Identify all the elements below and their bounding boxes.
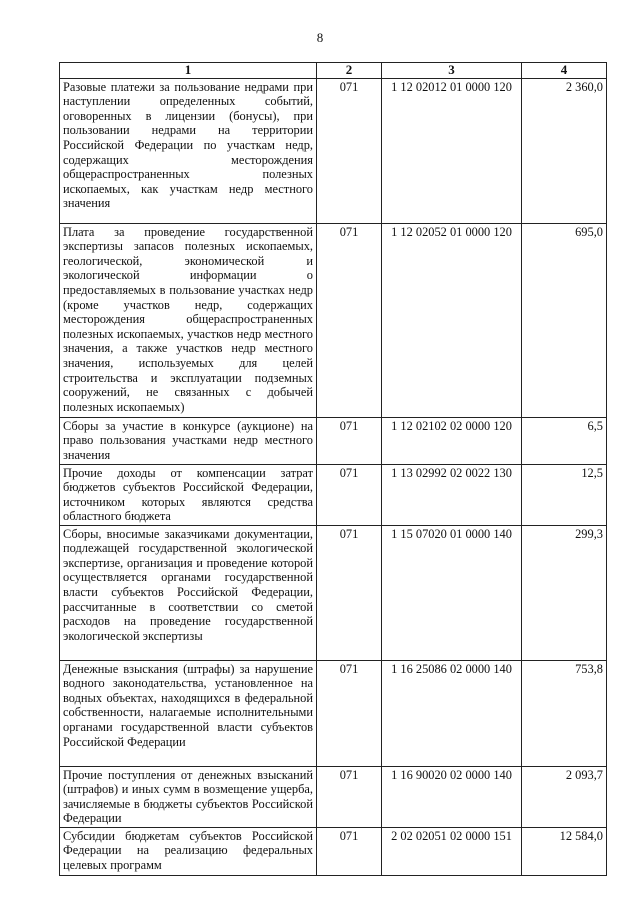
table-row <box>60 827 607 875</box>
revenue-name: Прочие поступления от денежных взысканий (штрафов) и иных сумм в возмещение ущерба, зачисляемые в бюджеты субъектов Российской Федерации <box>60 766 317 827</box>
budget-classification-code: 1 12 02012 01 0000 120 <box>382 78 522 223</box>
table-row <box>60 660 607 766</box>
amount-value: 695,0 <box>522 223 607 417</box>
admin-code: 071 <box>317 417 382 464</box>
amount-value: 2 093,7 <box>522 766 607 827</box>
budget-classification-code: 1 16 90020 02 0000 140 <box>382 766 522 827</box>
admin-code: 071 <box>317 660 382 766</box>
admin-code: 071 <box>317 223 382 417</box>
budget-classification-code: 1 13 02992 02 0022 130 <box>382 464 522 525</box>
admin-code: 071 <box>317 525 382 660</box>
amount-value: 2 360,0 <box>522 78 607 223</box>
column-header-1: 1 <box>60 63 317 79</box>
revenue-table <box>59 62 607 876</box>
amount-value: 12 584,0 <box>522 827 607 875</box>
admin-code: 071 <box>317 827 382 875</box>
amount-value: 6,5 <box>522 417 607 464</box>
amount-value: 299,3 <box>522 525 607 660</box>
header-row <box>60 63 607 79</box>
table-row <box>60 417 607 464</box>
table-row <box>60 766 607 827</box>
page-number: 8 <box>316 30 324 45</box>
column-header-2: 2 <box>317 63 382 79</box>
revenue-name: Плата за проведение государственной экспертизы запасов полезных ископаемых, геологической, экономической и экологической информации о предоставляемых в пользование участках недр (кроме участков недр, содержащих месторождения общераспространенных полезных ископаемых, участков недр местного значения, а также участков недр местного значения, используемых для целей строительства и эксплуатации подземных сооружений, не связанных с добычей полезных ископаемых) <box>60 223 317 417</box>
budget-classification-code: 2 02 02051 02 0000 151 <box>382 827 522 875</box>
budget-classification-code: 1 12 02102 02 0000 120 <box>382 417 522 464</box>
revenue-name: Разовые платежи за пользование недрами при наступлении определенных событий, оговоренных в лицензии (бонусы), при пользовании недрами на территории Российской Федерации по участкам недр, содержащих месторождения общераспространенных полезных ископаемых, как участкам недр местного значения <box>60 78 317 223</box>
table-row <box>60 464 607 525</box>
column-header-3: 3 <box>382 63 522 79</box>
admin-code: 071 <box>317 464 382 525</box>
revenue-name: Сборы за участие в конкурсе (аукционе) на право пользования участками недр местного значения <box>60 417 317 464</box>
admin-code: 071 <box>317 78 382 223</box>
budget-classification-code: 1 16 25086 02 0000 140 <box>382 660 522 766</box>
revenue-name: Денежные взыскания (штрафы) за нарушение водного законодательства, установленное на водных объектах, находящихся в федеральной собственности, налагаемые исполнительными органами государственной власти субъектов Российской Федерации <box>60 660 317 766</box>
amount-value: 753,8 <box>522 660 607 766</box>
revenue-name: Сборы, вносимые заказчиками документации, подлежащей государственной экологической экспертизе, организация и проведение которой осуществляется органами государственной власти субъектов Российской Федерации, рассчитанные в соответствии со сметой расходов на проведение государственной экологической экспертизы <box>60 525 317 660</box>
revenue-name: Субсидии бюджетам субъектов Российской Федерации на реализацию федеральных целевых программ <box>60 827 317 875</box>
amount-value: 12,5 <box>522 464 607 525</box>
table-row <box>60 78 607 223</box>
admin-code: 071 <box>317 766 382 827</box>
column-header-4: 4 <box>522 63 607 79</box>
budget-classification-code: 1 15 07020 01 0000 140 <box>382 525 522 660</box>
budget-classification-code: 1 12 02052 01 0000 120 <box>382 223 522 417</box>
table-row <box>60 223 607 417</box>
table-row <box>60 525 607 660</box>
revenue-name: Прочие доходы от компенсации затрат бюджетов субъектов Российской Федерации, источником которых являются средства областного бюджета <box>60 464 317 525</box>
